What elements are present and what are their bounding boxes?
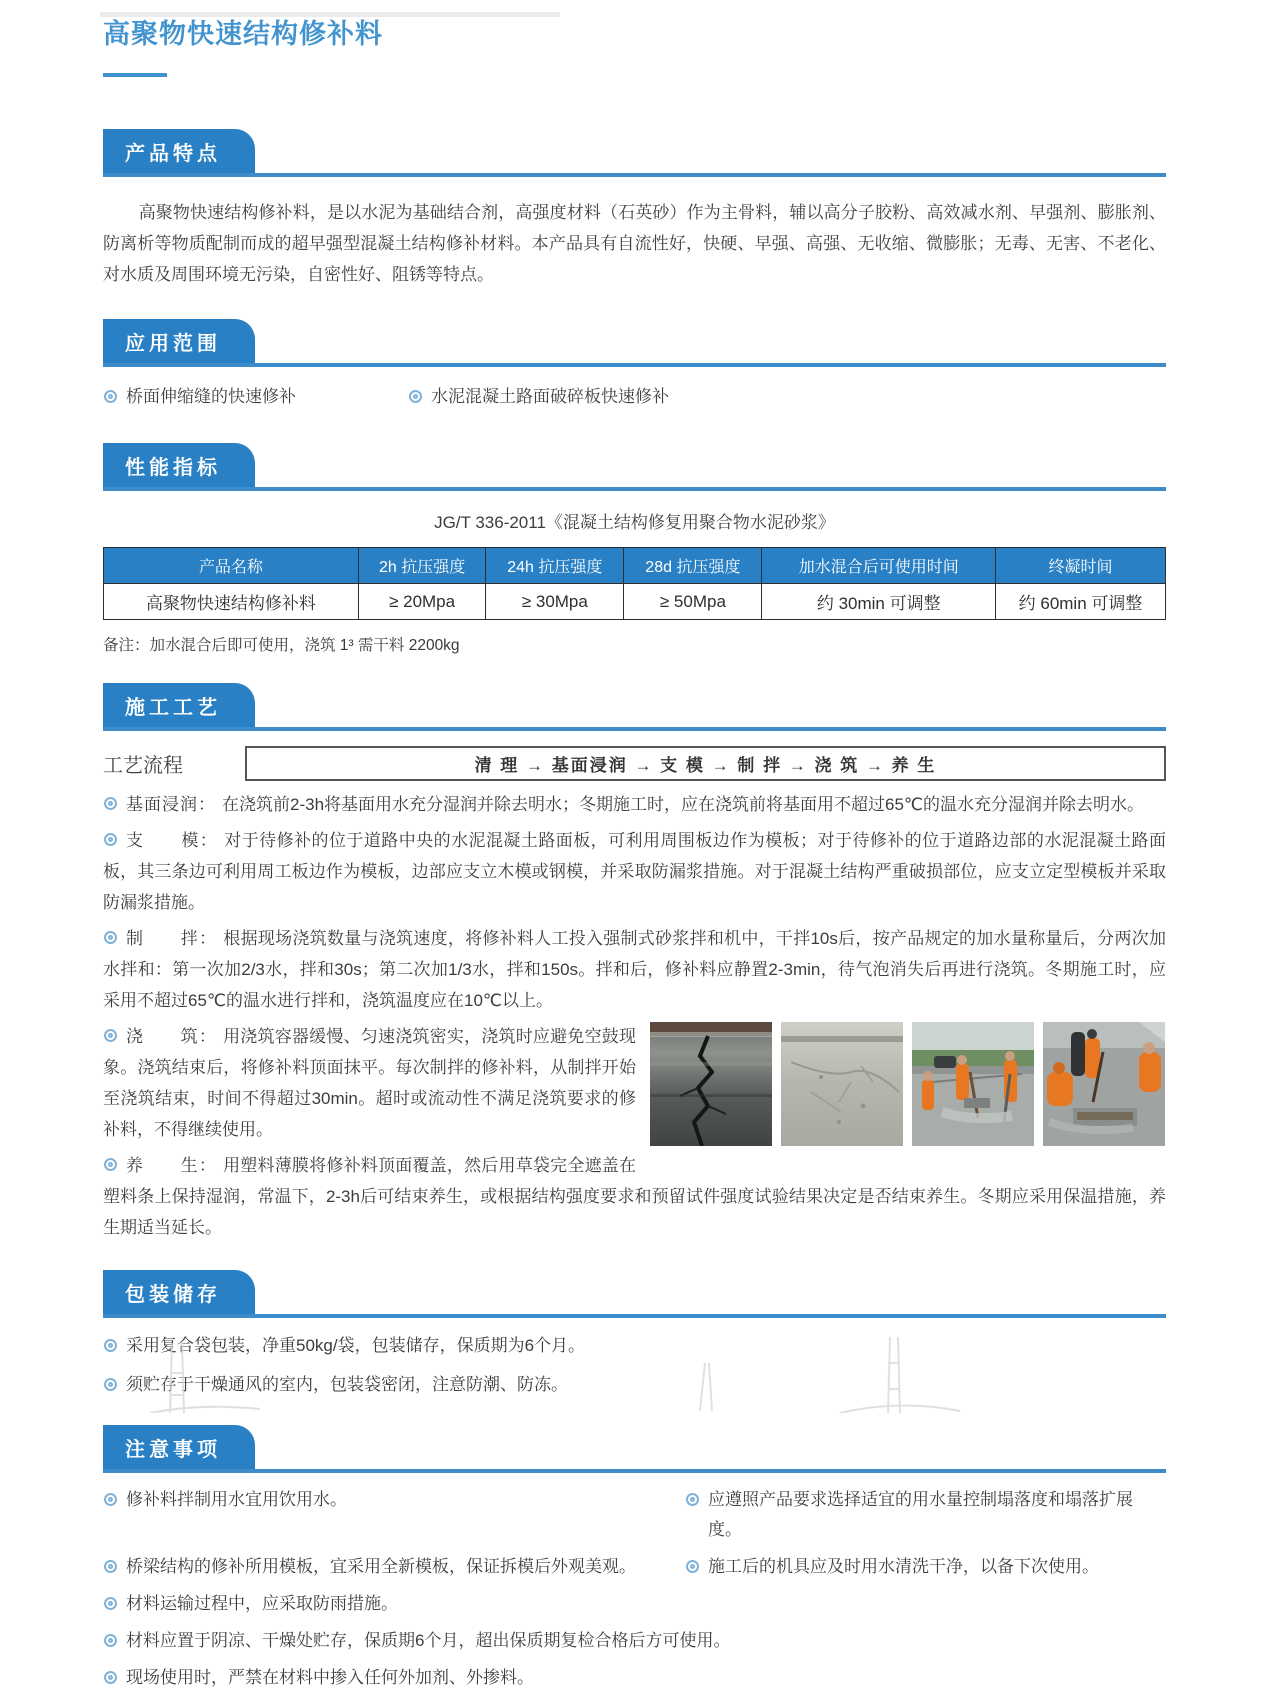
table-cell: ≥ 50Mpa: [624, 584, 762, 620]
step-formwork: [103, 825, 1166, 918]
list-item: [103, 1626, 730, 1656]
list-item: [103, 1485, 685, 1545]
bullseye-bullet-icon: [104, 1597, 117, 1610]
section-header-construction: [103, 683, 1166, 731]
table-cell: 约 60min 可调整: [996, 584, 1166, 620]
bullseye-bullet-icon: [104, 931, 117, 944]
concrete-surface-crack-photo: [781, 1022, 903, 1146]
bullseye-bullet-icon: [104, 1560, 117, 1573]
table-header-row: [104, 548, 1166, 584]
page-title: 高聚物快速结构修补料: [103, 19, 383, 49]
step-curing: [103, 1150, 1166, 1243]
table-footnote: 备注：加水混合后即可使用，浇筑 1³ 需干料 2200kg: [103, 637, 460, 654]
table-cell: 高聚物快速结构修补料: [104, 584, 359, 620]
column-header: 终凝时间: [996, 548, 1166, 584]
cropped-header-artifact: [100, 12, 560, 17]
bullseye-bullet-icon: [104, 1158, 117, 1171]
table-row: [104, 584, 1166, 620]
bullseye-bullet-icon: [104, 1378, 117, 1391]
list-item: [103, 1552, 685, 1582]
section-header-notes: [103, 1425, 1166, 1473]
column-header: 加水混合后可使用时间: [762, 548, 996, 584]
column-header: 产品名称: [104, 548, 359, 584]
bullseye-bullet-icon: [104, 1029, 117, 1042]
bullseye-bullet-icon: [104, 797, 117, 810]
road-repair-workers-photo: [912, 1022, 1034, 1146]
section-badge-construction: 施工工艺: [103, 683, 255, 727]
section-header-applications: [103, 319, 1166, 367]
column-header: 24h 抗压强度: [486, 548, 624, 584]
note-item-label: 现场使用时，严禁在材料中掺入任何外加剂、外掺料。: [126, 1668, 534, 1687]
list-item: [408, 382, 669, 412]
step-title: 制 拌：: [126, 929, 218, 948]
bullseye-bullet-icon: [409, 390, 422, 403]
performance-table: [103, 547, 1166, 620]
note-item-label: 修补料拌制用水宜用饮用水。: [126, 1490, 347, 1509]
section-header-performance: [103, 443, 1166, 491]
bullseye-bullet-icon: [686, 1560, 699, 1573]
bullseye-bullet-icon: [104, 1671, 117, 1684]
note-item-label: 应遵照产品要求选择适宜的用水量控制塌落度和塌落扩展度。: [708, 1490, 1133, 1539]
column-header: 2h 抗压强度: [358, 548, 485, 584]
applications-list: [103, 382, 1166, 412]
list-item: [685, 1552, 1166, 1582]
step-text: 用浇筑容器缓慢、匀速浇筑密实，浇筑时应避免空鼓现象。浇筑结束后，将修补料顶面抹平。每次制拌的修补料，从制拌开始至浇筑结束，时间不得超过30min。超时或流动性不满足浇筑要求的修补料，不得继续使用。: [103, 1027, 637, 1139]
bullseye-bullet-icon: [104, 1493, 117, 1506]
step-text: 对于待修补的位于道路中央的水泥混凝土路面板，可利用周围板边作为模板；对于待修补的位于道路边部的水泥混凝土路面板，其三条边可利用周工板边作为模板，边部应支立木模或钢模，并采取防漏浆措施。对于混凝土结构严重破损部位，应支立定型模板并采取防漏浆措施。: [103, 831, 1167, 912]
note-item-label: 材料运输过程中，应采取防雨措施。: [126, 1594, 398, 1613]
construction-steps: [103, 789, 1166, 1243]
step-title: 支 模：: [126, 831, 219, 850]
step-text: 在浇筑前2-3h将基面用水充分湿润并除去明水；冬期施工时，应在浇筑前将基面用不超过65℃的温水充分湿润并除去明水。: [222, 795, 1145, 814]
flow-sequence: 清 理 → 基面浸润 → 支 模 → 制 拌 → 浇 筑 → 养 生: [245, 746, 1166, 781]
list-item: [103, 1370, 1166, 1400]
notes-row: [103, 1663, 1166, 1693]
packaging-item-label: 须贮存于干燥通风的室内，包装袋密闭，注意防潮、防冻。: [126, 1375, 568, 1394]
section-header-features: [103, 129, 1166, 177]
column-header: 28d 抗压强度: [624, 548, 762, 584]
section-badge-applications: 应用范围: [103, 319, 255, 363]
construction-photos: [650, 1022, 1166, 1146]
bullseye-bullet-icon: [104, 1339, 117, 1352]
step-base-wetting: [103, 789, 1166, 820]
list-item: [103, 1331, 1166, 1361]
application-item-label: 水泥混凝土路面破碎板快速修补: [431, 387, 669, 406]
flow-label: 工艺流程: [103, 755, 183, 777]
note-item-label: 桥梁结构的修补所用模板，宜采用全新模板，保证拆模后外观美观。: [126, 1557, 636, 1576]
step-title: 浇 筑：: [126, 1027, 218, 1046]
process-flow: [103, 746, 1166, 781]
list-item: [685, 1485, 1166, 1545]
features-paragraph: 高聚物快速结构修补料，是以水泥为基础结合剂，高强度材料（石英砂）作为主骨料，辅以高分子胶粉、高效减水剂、早强剂、膨胀剂、防离析等物质配制而成的超早强型混凝土结构修补材料。本产品具有自流性好，快硬、早强、高强、无收缩、微膨胀；无毒、无害、不老化、对水质及周围环境无污染，自密性好、阻锈等特点。: [103, 203, 1166, 284]
step-text: 根据现场浇筑数量与浇筑速度，将修补料人工投入强制式砂浆拌和机中，干拌10s后，按产品规定的加水量称量后，分两次加水拌和：第一次加2/3水，拌和30s；第二次加1/3水，拌和150s。拌和后，修补料应静置2-3min，待气泡消失后再进行浇筑。冬期施工时，应采用不超过65℃的温水进行拌和，浇筑温度应在10℃以上。: [103, 929, 1166, 1010]
table-cell: ≥ 20Mpa: [358, 584, 485, 620]
list-item: [103, 382, 408, 412]
section-badge-notes: 注意事项: [103, 1425, 255, 1469]
bullseye-bullet-icon: [686, 1493, 699, 1506]
step-title: 养 生：: [126, 1156, 218, 1175]
packaging-item-label: 采用复合袋包装，净重50kg/袋，包装储存，保质期为6个月。: [126, 1336, 586, 1355]
section-badge-features: 产品特点: [103, 129, 255, 173]
standard-reference: JG/T 336-2011《混凝土结构修复用聚合物水泥砂浆》: [434, 513, 835, 532]
list-item: [103, 1663, 534, 1693]
section-badge-performance: 性能指标: [103, 443, 255, 487]
step-mixing: [103, 923, 1166, 1016]
table-cell: ≥ 30Mpa: [486, 584, 624, 620]
note-item-label: 施工后的机具应及时用水清洗干净，以备下次使用。: [708, 1557, 1099, 1576]
step-text: 用塑料薄膜将修补料顶面覆盖，然后用草袋完全遮盖在塑料条上保持湿润，常温下，2-3h后可结束养生，或根据结构强度要求和预留试件强度试验结果决定是否结束养生。冬期应采用保温措施，养生期适当延长。: [103, 1156, 1166, 1237]
notes-row: [103, 1626, 1166, 1656]
step-title: 基面浸润：: [126, 795, 216, 814]
table-cell: 约 30min 可调整: [762, 584, 996, 620]
note-item-label: 材料应置于阴凉、干燥处贮存，保质期6个月，超出保质期复检合格后方可使用。: [126, 1631, 731, 1650]
section-header-packaging: [103, 1270, 1166, 1318]
bullseye-bullet-icon: [104, 833, 117, 846]
application-item-label: 桥面伸缩缝的快速修补: [126, 387, 296, 406]
section-badge-packaging: 包装储存: [103, 1270, 255, 1314]
list-item: [103, 1589, 398, 1619]
notes-row: [103, 1485, 1166, 1545]
workers-patching-slab-photo: [1043, 1022, 1165, 1146]
cracked-dark-pavement-photo: [650, 1022, 772, 1146]
title-underline: [103, 73, 167, 77]
notes-row: [103, 1552, 1166, 1582]
bullseye-bullet-icon: [104, 390, 117, 403]
bullseye-bullet-icon: [104, 1634, 117, 1647]
document-body: [0, 12, 1279, 1693]
notes-row: [103, 1589, 1166, 1619]
